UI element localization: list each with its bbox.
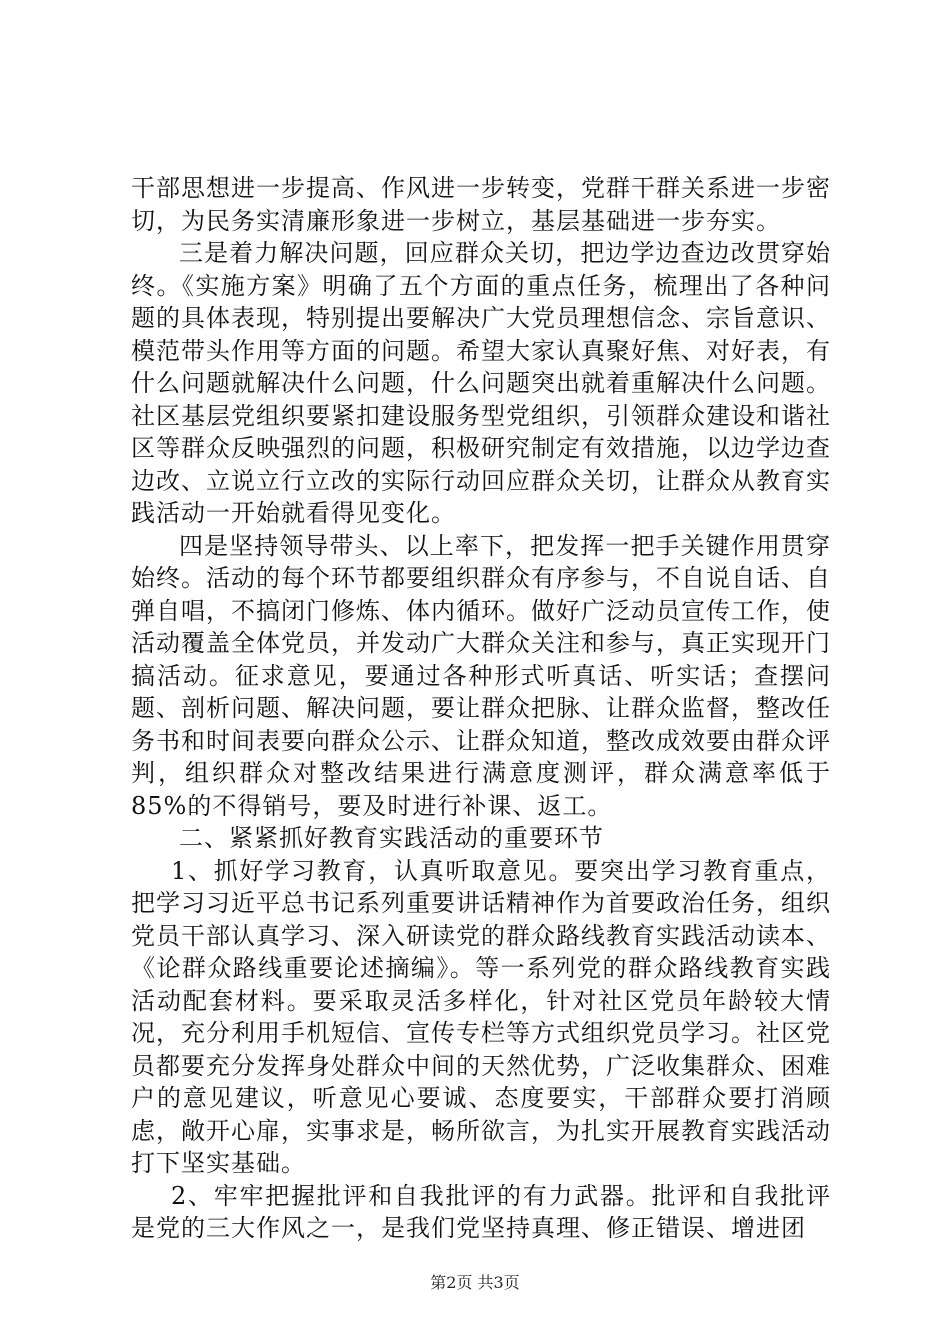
paragraph-item-one: 1、抓好学习教育，认真听取意见。要突出学习教育重点，把学习习近平总书记系列重要讲话精神作为首要政治任务，组织党员干部认真学习、深入研读党的群众路线教育实践活动读本、《论群众路线重要论述摘编》。等一系列党的群众路线教育实践活动配套材料。要采取灵活多样化，针对社区党员年龄较大情况，充分利用手机短信、宣传专栏等方式组织党员学习。社区党员都要充分发挥身处群众中间的天然优势，广泛收集群众、困难户的意见建议，听意见心要诚、态度要实，干部群众要打消顾虑，敞开心扉，实事求是，畅所欲言，为扎实开展教育实践活动打下坚实基础。 — [131, 856, 831, 1177]
paragraph-item-two: 2、牢牢把握批评和自我批评的有力武器。批评和自我批评是党的三大作风之一，是我们党坚持真理、修正错误、增进团 — [131, 1181, 831, 1242]
document-body — [131, 172, 831, 1245]
paragraph-point-four: 四是坚持领导带头、以上率下，把发挥一把手关键作用贯穿始终。活动的每个环节都要组织群众有序参与，不自说自话、自弹自唱，不搞闭门修炼、体内循环。做好广泛动员宣传工作，使活动覆盖全体党员，并发动广大群众关注和参与，真正实现开门搞活动。征求意见，要通过各种形式听真话、听实话；查摆问题、剖析问题、解决问题，要让群众把脉、让群众监督，整改任务书和时间表要向群众公示、让群众知道，整改成效要由群众评判，组织群众对整改结果进行满意度测评，群众满意率低于85%的不得销号，要及时进行补课、返工。 — [131, 531, 831, 820]
page-footer: 第2页 共3页 — [430, 1273, 520, 1292]
paragraph-point-three: 三是着力解决问题，回应群众关切，把边学边查边改贯穿始终。《实施方案》明确了五个方面的重点任务，梳理出了各种问题的具体表现，特别提出要解决广大党员理想信念、宗旨意识、模范带头作用等方面的问题。希望大家认真聚好焦、对好表，有什么问题就解决什么问题，什么问题突出就着重解决什么问题。社区基层党组织要紧扣建设服务型党组织，引领群众建设和谐社区等群众反映强烈的问题，积极研究制定有效措施，以边学边查边改、立说立行立改的实际行动回应群众关切，让群众从教育实践活动一开始就看得见变化。 — [131, 239, 831, 527]
paragraph-continuation: 干部思想进一步提高、作风进一步转变，党群干群关系进一步密切，为民务实清廉形象进一步树立，基层基础进一步夯实。 — [131, 174, 831, 235]
section-heading-two: 二、紧紧抓好教育实践活动的重要环节 — [179, 824, 604, 852]
